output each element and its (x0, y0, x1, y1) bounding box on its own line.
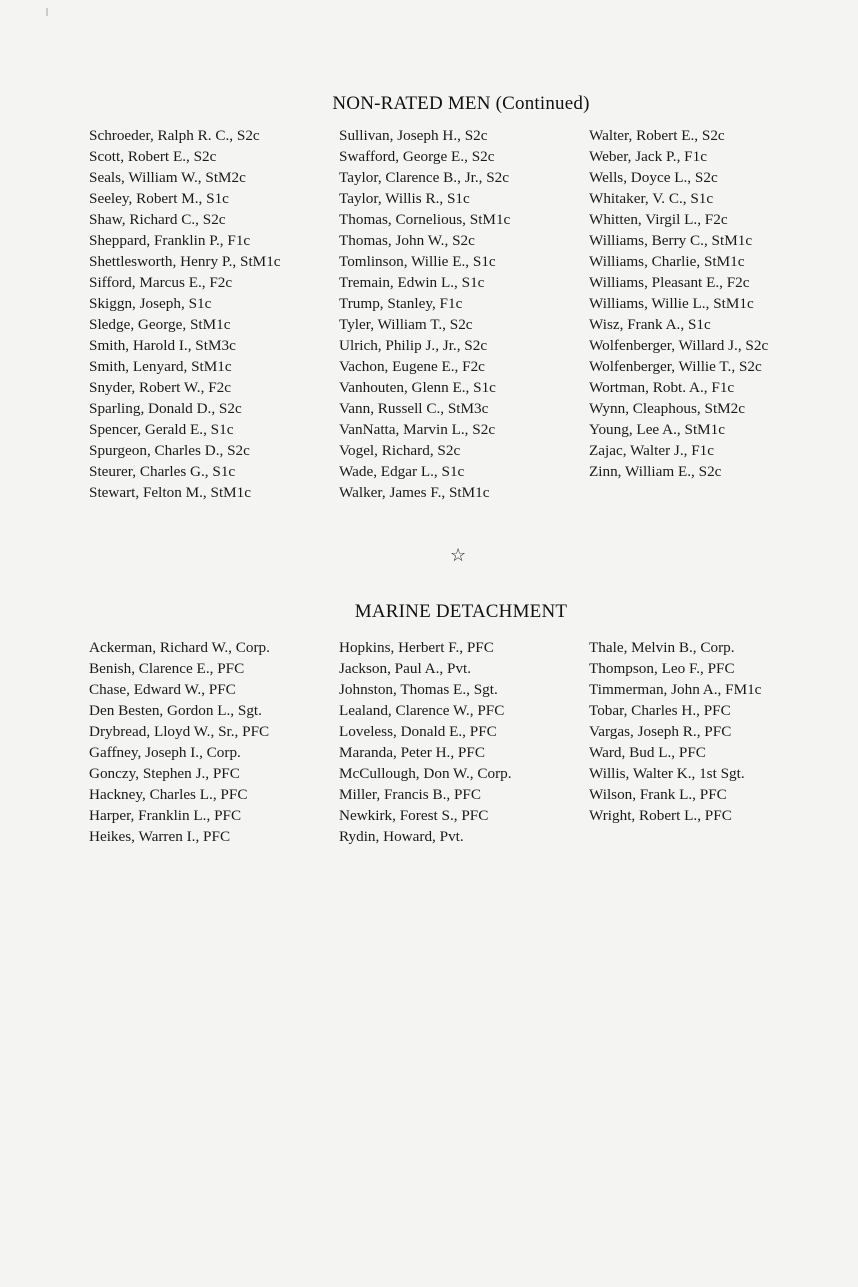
roster-entry: Willis, Walter K., 1st Sgt. (589, 765, 745, 782)
roster-entry: Snyder, Robert W., F2c (89, 379, 231, 396)
roster-entry: Gonczy, Stephen J., PFC (89, 765, 240, 782)
roster-entry: Trump, Stanley, F1c (339, 295, 463, 312)
roster-entry: Steurer, Charles G., S1c (89, 463, 236, 480)
roster-entry: Williams, Willie L., StM1c (589, 295, 754, 312)
roster-entry: Timmerman, John A., FM1c (589, 681, 762, 698)
roster-entry: Maranda, Peter H., PFC (339, 744, 485, 761)
roster-entry: Wisz, Frank A., S1c (589, 316, 711, 333)
roster-entry: Sparling, Donald D., S2c (89, 400, 242, 417)
roster-entry: Ward, Bud L., PFC (589, 744, 706, 761)
roster-entry: Taylor, Clarence B., Jr., S2c (339, 169, 509, 186)
roster-entry: Wells, Doyce L., S2c (589, 169, 718, 186)
non-rated-column-3 (589, 125, 768, 482)
roster-entry: Thale, Melvin B., Corp. (589, 639, 735, 656)
roster-entry: Williams, Berry C., StM1c (589, 232, 753, 249)
roster-entry: Benish, Clarence E., PFC (89, 660, 245, 677)
roster-entry: Stewart, Felton M., StM1c (89, 484, 251, 501)
roster-entry: Weber, Jack P., F1c (589, 148, 707, 165)
roster-entry: Wortman, Robt. A., F1c (589, 379, 735, 396)
roster-entry: Shettlesworth, Henry P., StM1c (89, 253, 281, 270)
roster-entry: Jackson, Paul A., Pvt. (339, 660, 472, 677)
roster-entry: Newkirk, Forest S., PFC (339, 807, 489, 824)
roster-entry: Wynn, Cleaphous, StM2c (589, 400, 746, 417)
roster-entry: Rydin, Howard, Pvt. (339, 828, 464, 845)
roster-entry: Ackerman, Richard W., Corp. (89, 639, 270, 656)
roster-entry: Wolfenberger, Willie T., S2c (589, 358, 762, 375)
non-rated-column-2 (339, 125, 510, 503)
roster-entry: Sheppard, Franklin P., F1c (89, 232, 251, 249)
roster-entry: Tremain, Edwin L., S1c (339, 274, 485, 291)
roster-entry: Gaffney, Joseph I., Corp. (89, 744, 241, 761)
roster-entry: Whitaker, V. C., S1c (589, 190, 714, 207)
roster-entry: Tyler, William T., S2c (339, 316, 473, 333)
section-heading-non-rated: NON-RATED MEN (Continued) (332, 93, 590, 114)
roster-entry: Thompson, Leo F., PFC (589, 660, 735, 677)
roster-entry: Spencer, Gerald E., S1c (89, 421, 234, 438)
roster-entry: Vann, Russell C., StM3c (339, 400, 489, 417)
roster-entry: Young, Lee A., StM1c (589, 421, 725, 438)
roster-entry: Hackney, Charles L., PFC (89, 786, 248, 803)
marine-column-2 (339, 637, 512, 847)
roster-entry: Lealand, Clarence W., PFC (339, 702, 505, 719)
roster-entry: Wilson, Frank L., PFC (589, 786, 727, 803)
roster-entry: Thomas, Cornelious, StM1c (339, 211, 511, 228)
roster-entry: Vogel, Richard, S2c (339, 442, 461, 459)
non-rated-column-1 (89, 125, 281, 503)
roster-entry: Vanhouten, Glenn E., S1c (339, 379, 496, 396)
roster-entry: Seals, William W., StM2c (89, 169, 246, 186)
roster-entry: Sifford, Marcus E., F2c (89, 274, 233, 291)
roster-entry: Williams, Charlie, StM1c (589, 253, 745, 270)
roster-entry: Thomas, John W., S2c (339, 232, 475, 249)
roster-entry: Spurgeon, Charles D., S2c (89, 442, 250, 459)
roster-entry: Walker, James F., StM1c (339, 484, 490, 501)
roster-entry: Tomlinson, Willie E., S1c (339, 253, 496, 270)
roster-entry: Wade, Edgar L., S1c (339, 463, 465, 480)
roster-entry: Vachon, Eugene E., F2c (339, 358, 485, 375)
roster-entry: Schroeder, Ralph R. C., S2c (89, 127, 260, 144)
roster-entry: Walter, Robert E., S2c (589, 127, 725, 144)
roster-entry: Ulrich, Philip J., Jr., S2c (339, 337, 488, 354)
roster-entry: Hopkins, Herbert F., PFC (339, 639, 494, 656)
star-outline-icon: ☆ (450, 545, 467, 565)
roster-entry: Zajac, Walter J., F1c (589, 442, 715, 459)
marine-column-3 (589, 637, 761, 826)
roster-entry: Zinn, William E., S2c (589, 463, 722, 480)
roster-entry: Vargas, Joseph R., PFC (589, 723, 732, 740)
page-mark (46, 8, 48, 16)
roster-entry: Drybread, Lloyd W., Sr., PFC (89, 723, 270, 740)
roster-entry: Smith, Harold I., StM3c (89, 337, 236, 354)
roster-entry: Taylor, Willis R., S1c (339, 190, 470, 207)
roster-entry: Smith, Lenyard, StM1c (89, 358, 232, 375)
roster-entry: Tobar, Charles H., PFC (589, 702, 731, 719)
roster-entry: Wolfenberger, Willard J., S2c (589, 337, 769, 354)
roster-entry: Miller, Francis B., PFC (339, 786, 481, 803)
section-heading-marine: MARINE DETACHMENT (354, 601, 568, 622)
roster-entry: Heikes, Warren I., PFC (89, 828, 231, 845)
roster-entry: Johnston, Thomas E., Sgt. (339, 681, 498, 698)
roster-entry: VanNatta, Marvin L., S2c (339, 421, 496, 438)
roster-entry: Whitten, Virgil L., F2c (589, 211, 728, 228)
roster-entry: McCullough, Don W., Corp. (339, 765, 512, 782)
roster-entry: Den Besten, Gordon L., Sgt. (89, 702, 262, 719)
marine-column-1 (89, 637, 270, 847)
roster-entry: Shaw, Richard C., S2c (89, 211, 226, 228)
roster-entry: Wright, Robert L., PFC (589, 807, 732, 824)
roster-entry: Skiggn, Joseph, S1c (89, 295, 212, 312)
roster-entry: Sullivan, Joseph H., S2c (339, 127, 488, 144)
roster-entry: Sledge, George, StM1c (89, 316, 231, 333)
roster-entry: Williams, Pleasant E., F2c (589, 274, 750, 291)
roster-entry: Scott, Robert E., S2c (89, 148, 217, 165)
roster-entry: Seeley, Robert M., S1c (89, 190, 229, 207)
roster-entry: Harper, Franklin L., PFC (89, 807, 242, 824)
roster-entry: Swafford, George E., S2c (339, 148, 495, 165)
roster-entry: Chase, Edward W., PFC (89, 681, 236, 698)
roster-entry: Loveless, Donald E., PFC (339, 723, 497, 740)
